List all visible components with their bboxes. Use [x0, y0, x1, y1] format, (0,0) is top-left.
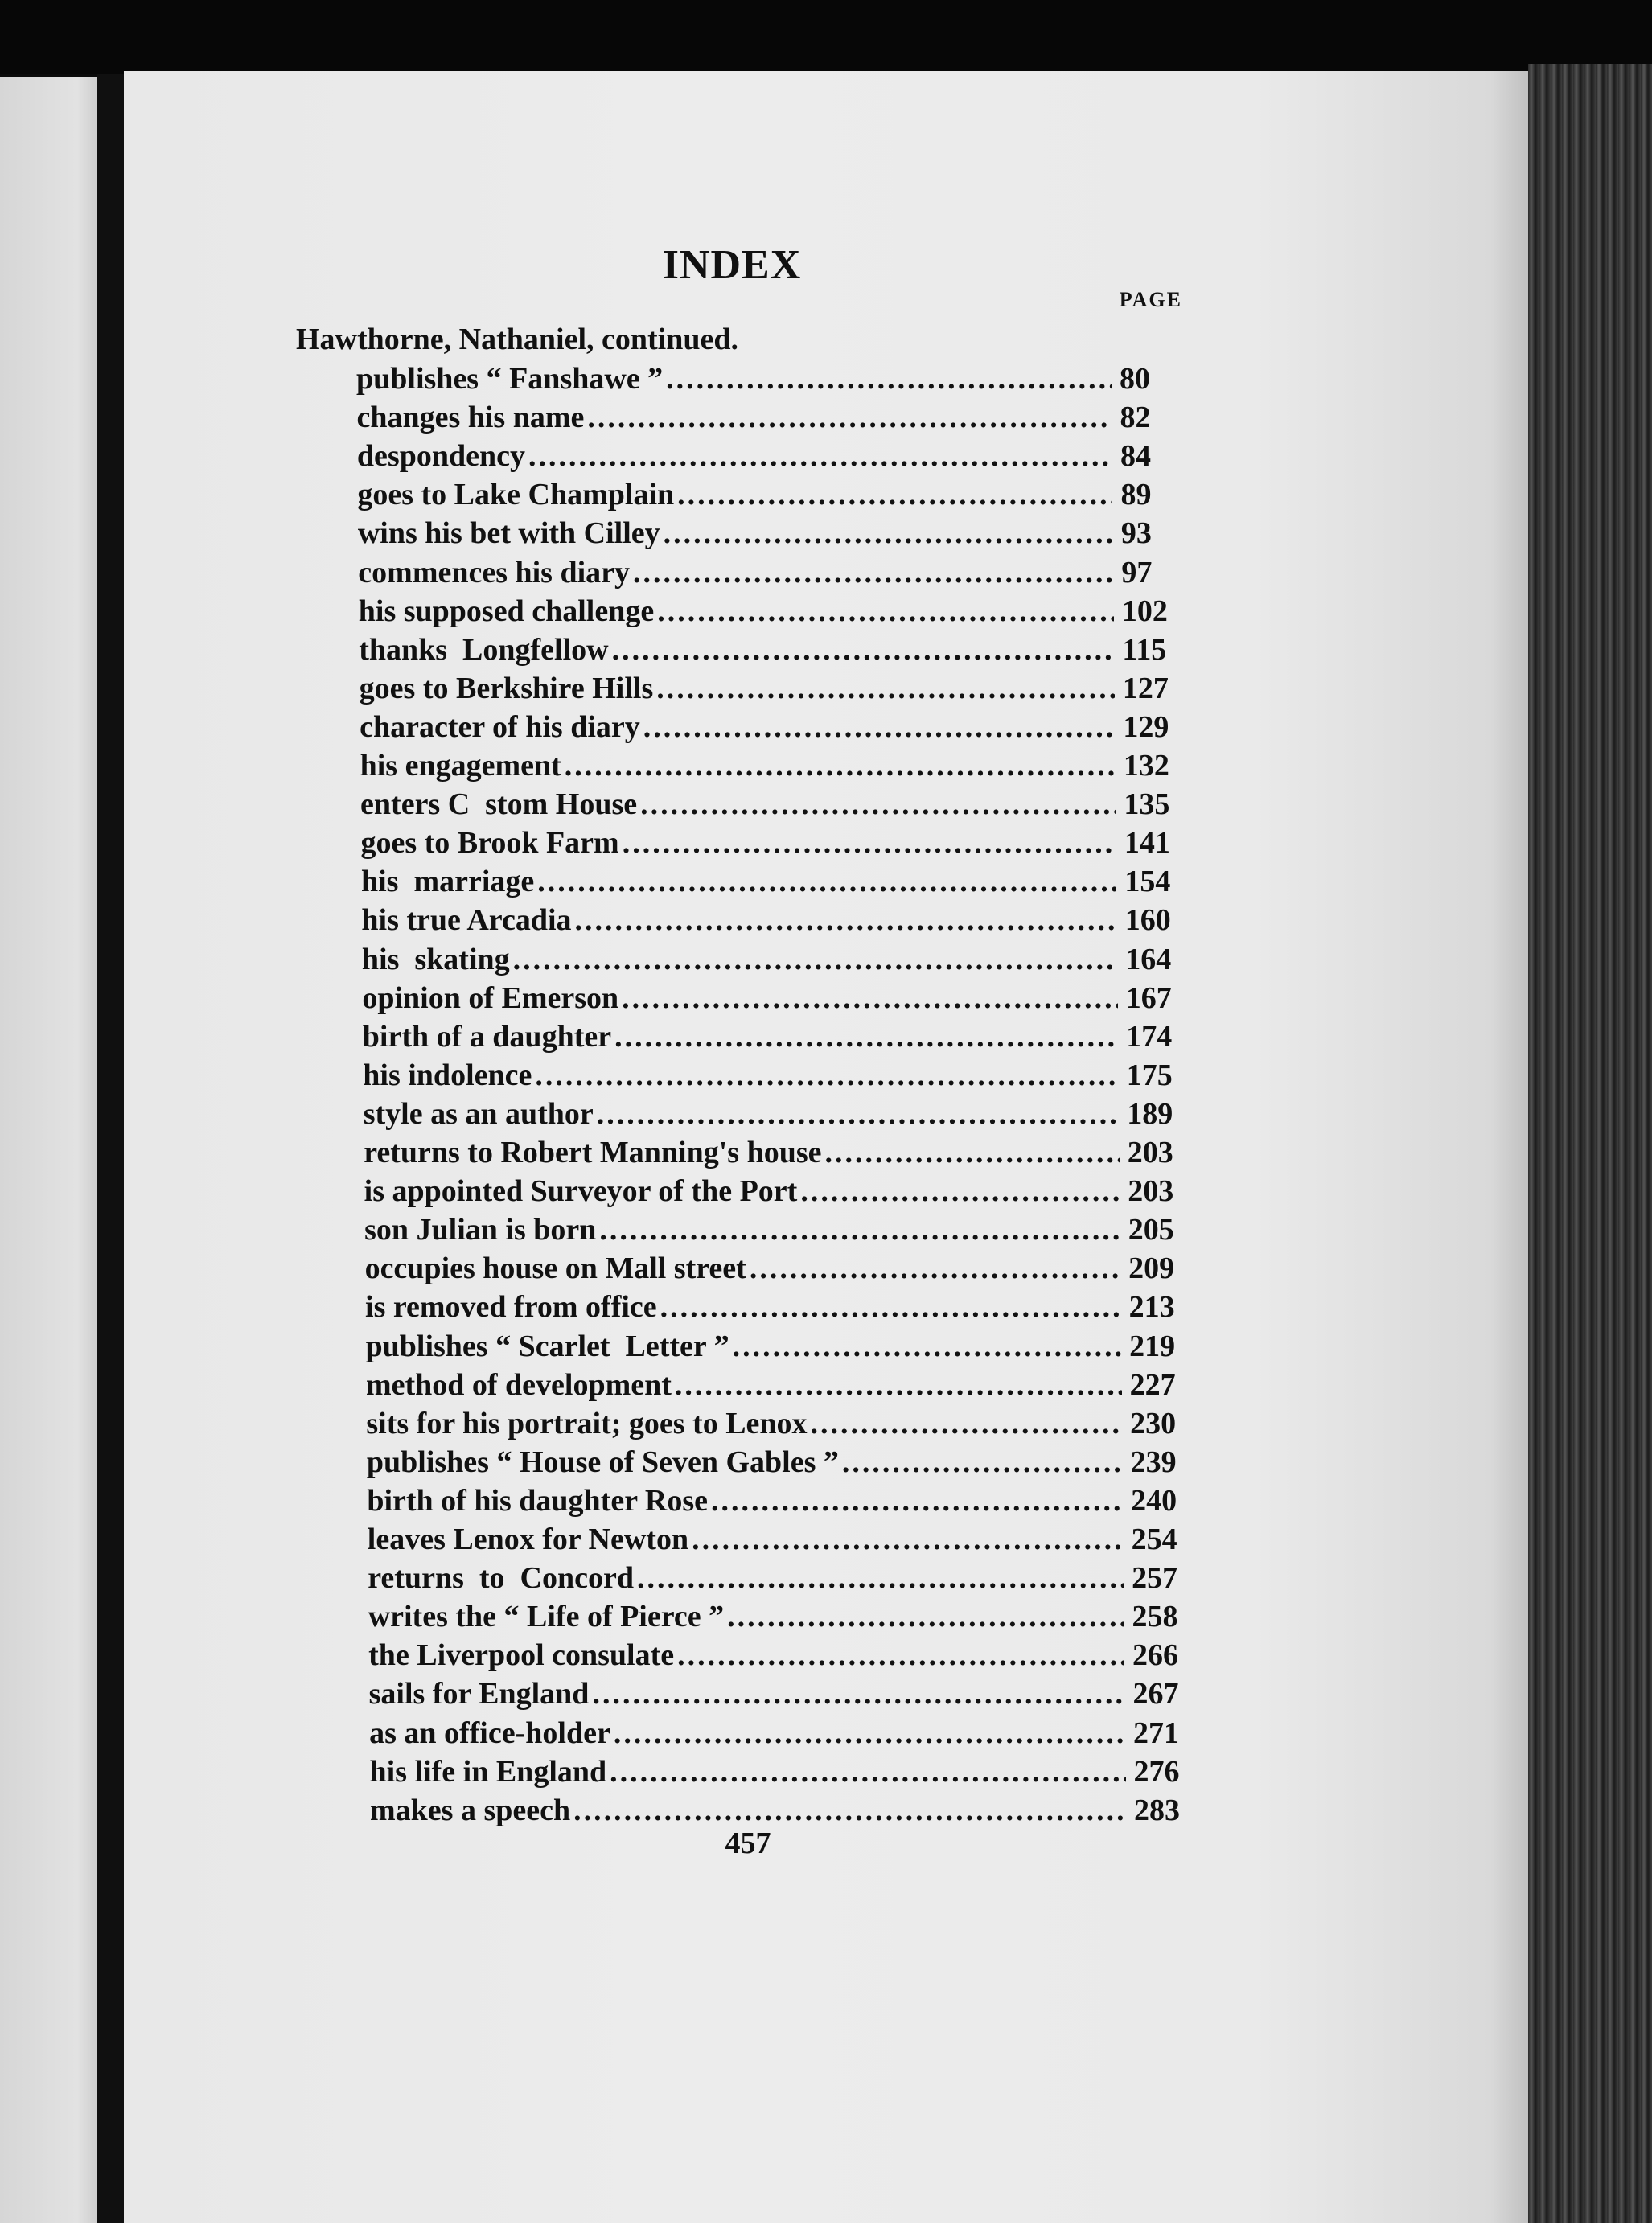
entry-page-number: 102 [1121, 594, 1168, 628]
book-gutter [97, 74, 124, 2223]
entry-page-number: 239 [1130, 1444, 1177, 1479]
entry-label: his life in England [369, 1754, 607, 1789]
facing-page-edge [0, 77, 97, 2223]
entry-page-number: 203 [1128, 1174, 1174, 1209]
index-entry [365, 1250, 1181, 1287]
dot-leader [643, 709, 1116, 746]
entry-label: returns to Concord [368, 1561, 634, 1596]
entry-label: opinion of Emerson [362, 980, 619, 1015]
index-entry [360, 786, 1175, 823]
index-entry [361, 902, 1176, 939]
dot-leader [537, 863, 1116, 900]
dot-leader [587, 399, 1112, 436]
entry-label: wins his bet with Cilley [357, 516, 660, 551]
index-entry [358, 554, 1173, 591]
index-entry [368, 1559, 1183, 1596]
entry-page-number: 167 [1125, 980, 1172, 1015]
index-entry [369, 1715, 1185, 1752]
index-entry [364, 1095, 1179, 1132]
index-entry [357, 476, 1172, 513]
dot-leader [800, 1173, 1120, 1210]
entry-page-number: 271 [1133, 1716, 1180, 1750]
entry-page-number: 266 [1132, 1638, 1179, 1673]
index-entry [365, 1288, 1181, 1325]
dot-leader [675, 1366, 1122, 1403]
entry-page-number: 80 [1120, 362, 1150, 396]
index-entry [357, 438, 1172, 475]
entry-label: commences his diary [358, 555, 631, 590]
entry-page-number: 93 [1120, 516, 1152, 551]
index-entry [356, 399, 1171, 436]
entry-label: occupies house on Mall street [364, 1251, 746, 1286]
entry-label: sits for his portrait; goes to Lenox [366, 1406, 808, 1440]
entry-label: son Julian is born [364, 1213, 597, 1247]
entry-label: his skating [361, 942, 510, 976]
index-entry [362, 980, 1177, 1017]
dot-leader [623, 824, 1116, 861]
entry-label: his true Arcadia [361, 903, 572, 938]
entry-page-number: 175 [1126, 1058, 1173, 1092]
entry-page-number: 89 [1120, 478, 1152, 512]
dot-leader [640, 786, 1116, 823]
entry-label: goes to Lake Champlain [357, 478, 675, 512]
index-entry [360, 709, 1174, 746]
entry-label: thanks Longfellow [359, 632, 609, 667]
dot-leader [622, 980, 1118, 1017]
index-entry [359, 631, 1173, 668]
entry-label: character of his diary [360, 709, 640, 744]
dot-leader [657, 593, 1114, 630]
entry-label: his engagement [360, 749, 561, 783]
index-entry [361, 863, 1176, 900]
entry-page-number: 174 [1126, 1019, 1173, 1054]
dot-leader [599, 1211, 1120, 1248]
entry-label: his indolence [363, 1058, 532, 1092]
entry-page-number: 205 [1128, 1213, 1174, 1247]
entry-label: writes the “ Life of Pierce ” [368, 1600, 725, 1634]
index-entry [367, 1482, 1182, 1519]
entry-label: is appointed Surveyor of the Port [364, 1174, 798, 1209]
index-entry [363, 1018, 1177, 1055]
page-title: INDEX [662, 242, 802, 288]
entry-page-number: 154 [1124, 865, 1171, 899]
entry-label: his supposed challenge [358, 594, 655, 628]
dot-leader [711, 1482, 1123, 1519]
entry-page-number: 219 [1129, 1329, 1176, 1363]
entry-label: returns to Robert Manning's house [364, 1136, 822, 1169]
index-entry [360, 670, 1174, 707]
dot-leader [842, 1444, 1123, 1481]
entry-page-number: 84 [1120, 439, 1151, 474]
dot-leader [614, 1018, 1118, 1055]
entry-label: changes his name [356, 401, 585, 435]
dot-leader [614, 1715, 1125, 1752]
entry-page-number: 258 [1132, 1600, 1178, 1634]
entry-page-number: 227 [1129, 1367, 1176, 1402]
entry-page-number: 254 [1131, 1522, 1177, 1556]
entry-page-number: 82 [1120, 401, 1151, 435]
index-entry [370, 1753, 1186, 1790]
entry-label: the Liverpool consulate [368, 1638, 675, 1673]
dot-leader [513, 941, 1118, 978]
entry-label: publishes “ Fanshawe ” [356, 362, 664, 396]
page-column-label: PAGE [1119, 288, 1182, 311]
entry-label: method of development [365, 1367, 672, 1402]
index-entry [362, 941, 1177, 978]
entry-label: birth of his daughter Rose [367, 1483, 708, 1518]
entry-page-number: 257 [1132, 1561, 1178, 1596]
index-entry [363, 1057, 1177, 1094]
entry-page-number: 127 [1122, 671, 1169, 705]
dot-leader [677, 476, 1112, 513]
entry-page-number: 189 [1127, 1096, 1173, 1131]
dot-leader [610, 1753, 1125, 1790]
dot-leader [592, 1675, 1124, 1712]
dot-leader [811, 1405, 1123, 1442]
dot-leader [528, 438, 1112, 475]
page-edges [1528, 64, 1652, 2223]
entry-page-number: 283 [1134, 1793, 1180, 1827]
entry-page-number: 209 [1128, 1251, 1175, 1286]
entry-label: publishes “ Scarlet Letter ” [365, 1329, 729, 1363]
dot-leader [677, 1637, 1124, 1674]
dot-leader [692, 1521, 1124, 1558]
entry-page-number: 164 [1125, 942, 1172, 976]
index-entry [369, 1675, 1185, 1712]
entry-label: his marriage [360, 865, 535, 899]
entry-label: sails for England [368, 1677, 590, 1711]
index-heading: Hawthorne, Nathaniel, continued. [296, 323, 738, 356]
index-entry [370, 1792, 1186, 1829]
index-entry [366, 1366, 1181, 1403]
entry-page-number: 267 [1132, 1677, 1179, 1711]
entry-page-number: 115 [1122, 632, 1167, 667]
index-entry [368, 1598, 1184, 1635]
dot-leader [633, 554, 1113, 591]
index-entry [367, 1444, 1182, 1481]
entry-page-number: 240 [1131, 1483, 1177, 1518]
entry-page-number: 97 [1121, 555, 1153, 590]
index-entry [361, 824, 1176, 861]
entry-page-number: 276 [1133, 1754, 1180, 1789]
index-entry [368, 1637, 1184, 1674]
entry-label: birth of a daughter [362, 1019, 612, 1054]
entry-label: publishes “ House of Seven Gables ” [366, 1444, 839, 1479]
dot-leader [750, 1250, 1120, 1287]
dot-leader [573, 1792, 1126, 1829]
entry-page-number: 132 [1123, 749, 1169, 783]
index-entry [365, 1328, 1181, 1365]
entry-label: goes to Berkshire Hills [359, 671, 654, 705]
entry-label: style as an author [363, 1096, 594, 1131]
index-entry [366, 1405, 1181, 1442]
dot-leader [660, 1288, 1121, 1325]
dot-leader [656, 670, 1115, 707]
entry-label: is removed from office [365, 1290, 657, 1325]
entry-page-number: 203 [1127, 1136, 1173, 1169]
entry-label: goes to Brook Farm [360, 826, 619, 861]
index-entry [360, 747, 1175, 784]
dot-leader [664, 515, 1113, 552]
dot-leader [637, 1559, 1124, 1596]
entry-label: enters C stom House [360, 787, 638, 822]
page-number: 457 [725, 1826, 771, 1860]
entry-label: despondency [356, 439, 525, 474]
dot-leader [733, 1328, 1122, 1365]
index-entry [368, 1521, 1183, 1558]
index-entry [364, 1211, 1180, 1248]
entry-page-number: 213 [1128, 1290, 1175, 1325]
entry-label: makes a speech [370, 1793, 571, 1827]
entry-label: as an office-holder [369, 1716, 610, 1750]
index-entry [364, 1173, 1180, 1210]
dot-leader [597, 1095, 1119, 1132]
dot-leader [535, 1057, 1118, 1094]
entry-page-number: 230 [1130, 1406, 1177, 1440]
index-entry [359, 593, 1173, 630]
dot-leader [575, 902, 1117, 939]
dot-leader [727, 1598, 1124, 1635]
entry-label: leaves Lenox for Newton [367, 1522, 689, 1556]
entry-page-number: 141 [1124, 826, 1170, 861]
index-entry [358, 515, 1173, 552]
index-entry [356, 360, 1171, 397]
entry-page-number: 129 [1123, 709, 1169, 744]
entry-page-number: 160 [1124, 903, 1171, 938]
dot-leader [666, 360, 1112, 397]
scan-top-border [0, 0, 1652, 74]
index-entry [364, 1134, 1179, 1171]
entry-page-number: 135 [1124, 787, 1170, 822]
dot-leader [825, 1134, 1120, 1171]
dot-leader [612, 631, 1115, 668]
dot-leader [565, 747, 1116, 784]
